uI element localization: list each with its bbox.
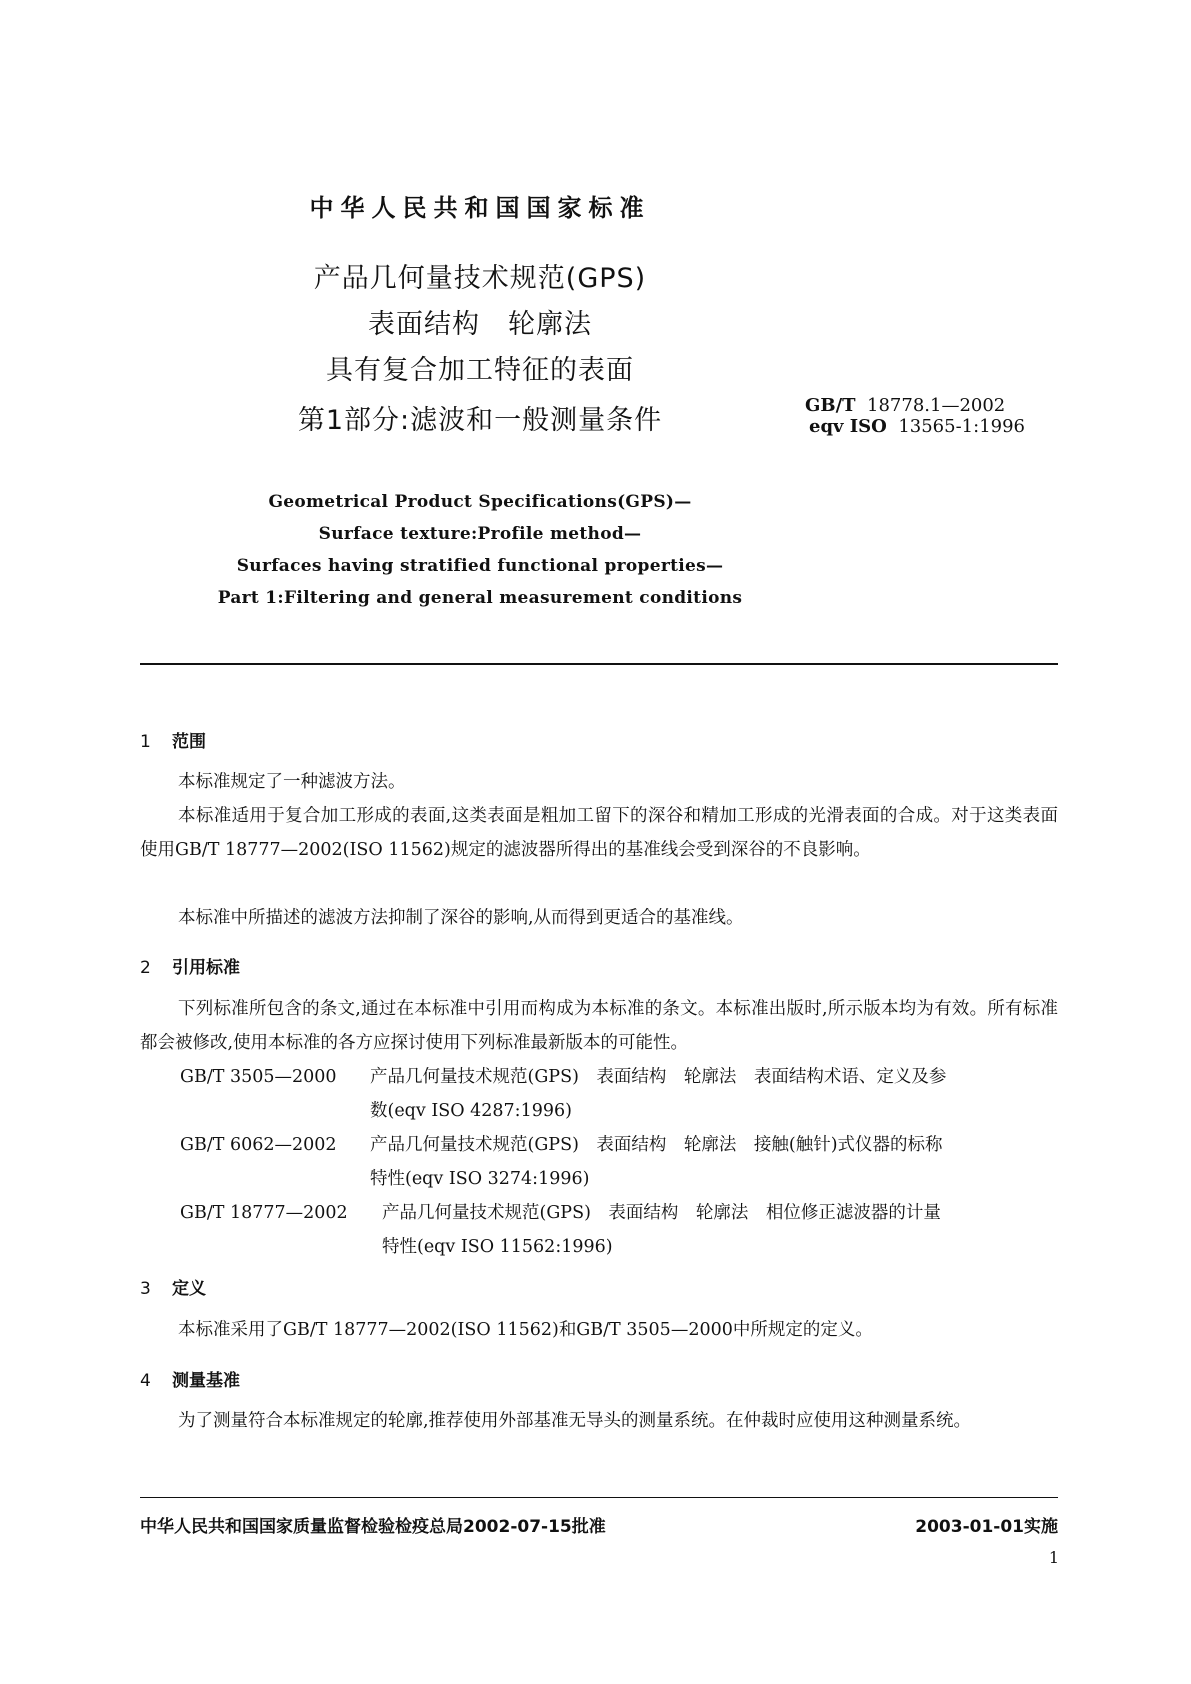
reference-title-line-1: 产品几何量技术规范(GPS) 表面结构 轮廓法 相位修正滤波器的计量 — [382, 1203, 941, 1223]
section-2-heading — [140, 953, 240, 978]
section-1-title: 范围 — [172, 732, 206, 752]
section-1-paragraph-1: 本标准规定了一种滤波方法。 — [178, 772, 406, 792]
reference-code: GB/T 18777—2002 — [180, 1203, 348, 1223]
reference-code: GB/T 3505—2000 — [180, 1067, 337, 1087]
section-3-heading — [140, 1274, 206, 1299]
footer-divider — [140, 1497, 1058, 1498]
cn-title-line-1: 产品几何量技术规范(GPS) — [313, 263, 647, 294]
section-4-paragraph: 为了测量符合本标准规定的轮廓,推荐使用外部基准无导头的测量系统。在仲裁时应使用这种测量系统。 — [178, 1411, 972, 1431]
standard-number-value: 18778.1—2002 — [867, 395, 1006, 416]
standard-number-prefix: GB/T — [805, 395, 856, 416]
national-standard-heading: 中华人民共和国国家标准 — [309, 194, 651, 222]
section-4-title: 测量基准 — [172, 1371, 240, 1391]
reference-title-line-2: 数(eqv ISO 4287:1996) — [370, 1101, 572, 1121]
equivalent-standard — [809, 416, 1025, 438]
section-4-heading — [140, 1366, 240, 1391]
approval-line: 中华人民共和国国家质量监督检验检疫总局2002-07-15批准 — [140, 1517, 606, 1537]
section-3-title: 定义 — [172, 1279, 206, 1299]
section-1-number: 1 — [140, 732, 151, 752]
en-title-line-4: Part 1:Filtering and general measurement conditions — [217, 588, 743, 608]
section-1-paragraph-2: 本标准适用于复合加工形成的表面,这类表面是粗加工留下的深谷和精加工形成的光滑表面的合成。对于这类表面使用GB/T 18777—2002(ISO 11562)规定的滤波器所得出的基准线会受到深谷的不良影响。 — [140, 806, 1058, 860]
section-3-paragraph: 本标准采用了GB/T 18777—2002(ISO 11562)和GB/T 3505—2000中所规定的定义。 — [178, 1320, 873, 1340]
reference-item — [180, 1128, 1058, 1196]
section-4-number: 4 — [140, 1371, 151, 1391]
equivalent-prefix: eqv ISO — [809, 416, 887, 437]
reference-title-line-2: 特性(eqv ISO 11562:1996) — [382, 1237, 613, 1257]
cn-title-line-2: 表面结构 轮廓法 — [368, 309, 592, 340]
en-title-line-3: Surfaces having stratified functional properties— — [236, 556, 724, 576]
en-title-line-1: Geometrical Product Specifications(GPS)— — [268, 492, 692, 512]
reference-code: GB/T 6062—2002 — [180, 1135, 337, 1155]
reference-title-line-2: 特性(eqv ISO 3274:1996) — [370, 1169, 590, 1189]
reference-item — [180, 1060, 1058, 1128]
header-divider — [140, 663, 1058, 665]
page-number: 1 — [1048, 1548, 1059, 1567]
standard-number — [805, 395, 1005, 417]
cn-title-line-4: 第1部分:滤波和一般测量条件 — [297, 405, 663, 436]
section-3-number: 3 — [140, 1279, 151, 1299]
section-2-intro: 下列标准所包含的条文,通过在本标准中引用而构成为本标准的条文。本标准出版时,所示版本均为有效。所有标准都会被修改,使用本标准的各方应探讨使用下列标准最新版本的可能性。 — [140, 999, 1058, 1053]
section-2-title: 引用标准 — [172, 958, 240, 978]
equivalent-number: 13565-1:1996 — [898, 416, 1025, 437]
cn-title-line-3: 具有复合加工特征的表面 — [326, 355, 634, 386]
reference-item — [180, 1196, 1058, 1264]
reference-title-line-1: 产品几何量技术规范(GPS) 表面结构 轮廓法 表面结构术语、定义及参 — [370, 1067, 947, 1087]
reference-title-line-1: 产品几何量技术规范(GPS) 表面结构 轮廓法 接触(触针)式仪器的标称 — [370, 1135, 943, 1155]
section-1-paragraph-3: 本标准中所描述的滤波方法抑制了深谷的影响,从而得到更适合的基准线。 — [178, 908, 744, 928]
en-title-line-2: Surface texture:Profile method— — [318, 524, 642, 544]
section-1-heading — [140, 727, 206, 752]
effective-date: 2003-01-01实施 — [915, 1517, 1058, 1537]
section-2-number: 2 — [140, 958, 151, 978]
